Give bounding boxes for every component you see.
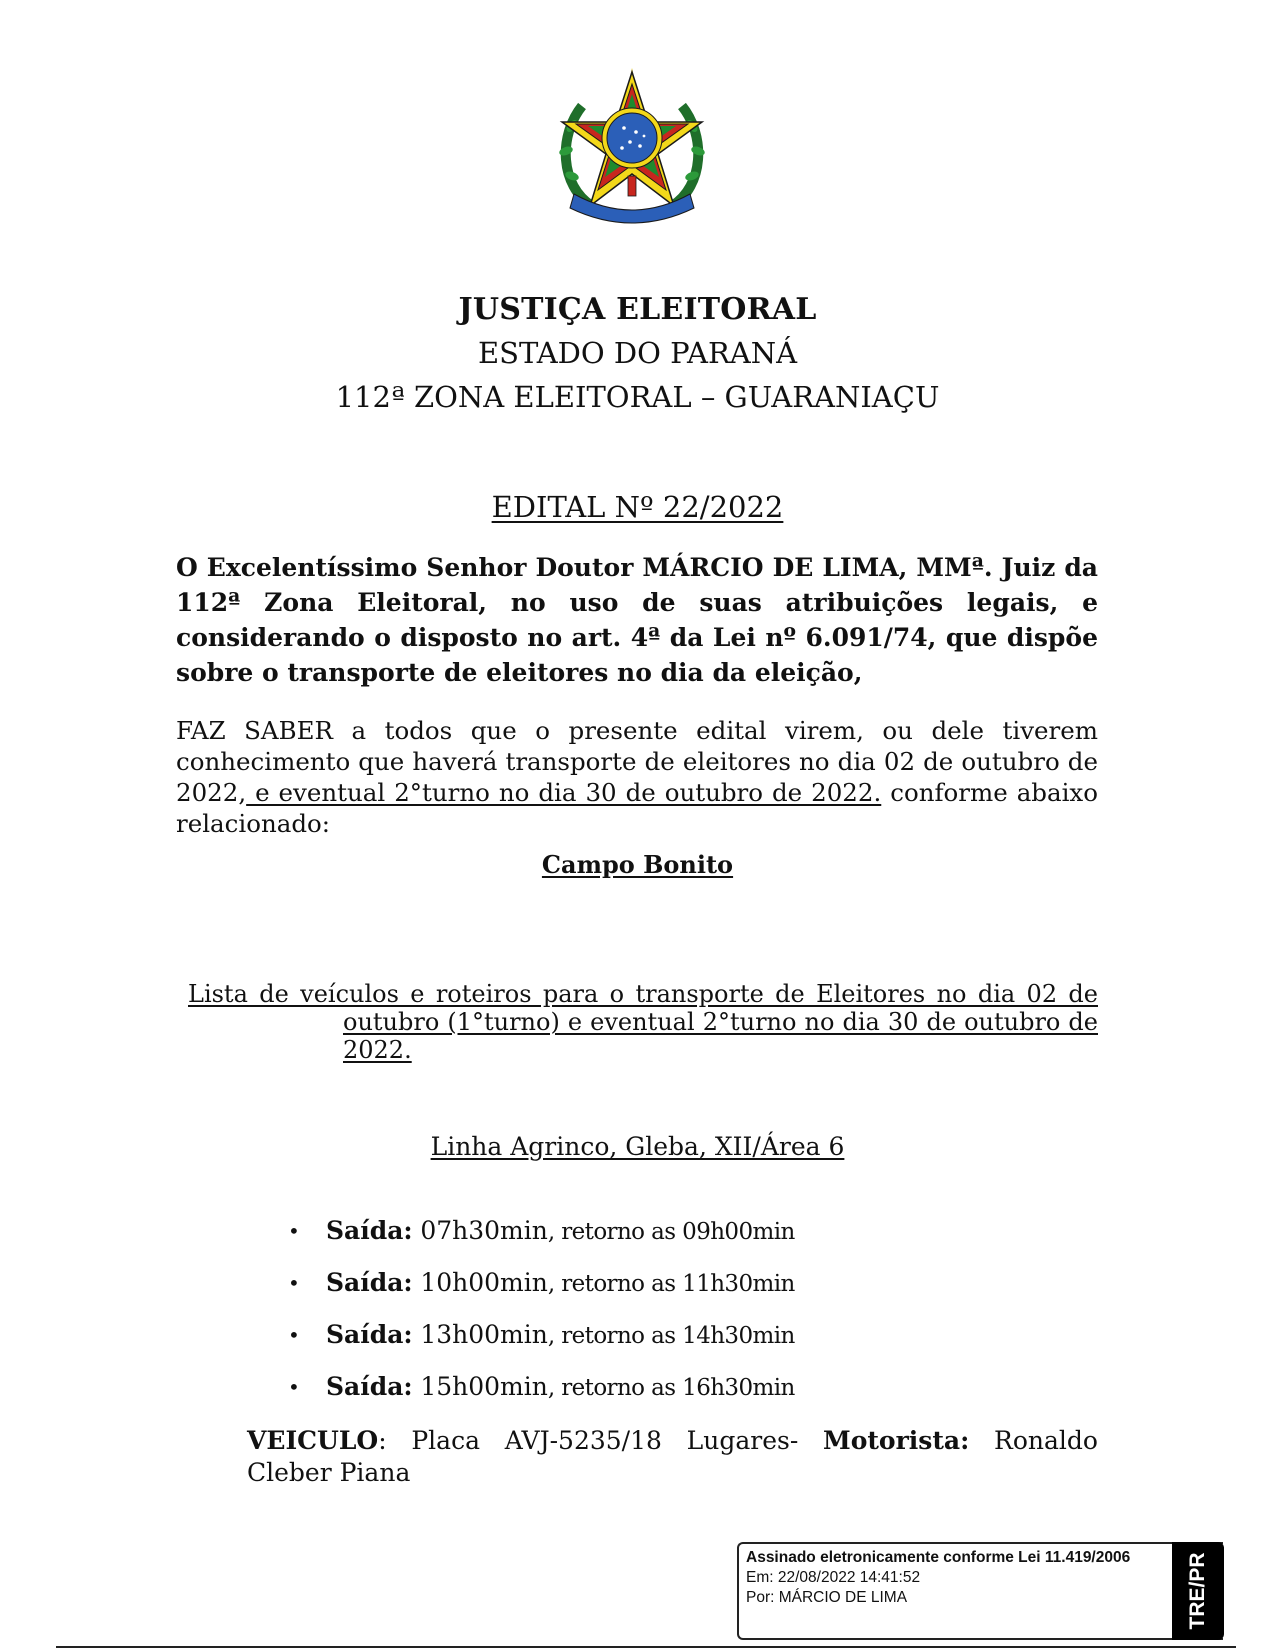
signature-tab [1172, 1542, 1224, 1640]
departure-label: Saída: [326, 1372, 413, 1401]
bullet-icon: • [288, 1219, 300, 1243]
schedule-list [280, 1213, 795, 1421]
faz-saber-text: FAZ SABER a todos que o presente edital virem, ou dele tiverem conhecimento que haverá transporte de eleitores no dia 02 de outubro de 2022, [176, 716, 1098, 807]
vehicle-plate: : Placa AVJ-5235/18 Lugares- [378, 1426, 824, 1455]
signature-tab-label: TRE/PR [1186, 1552, 1209, 1630]
municipality-heading: Campo Bonito [541, 850, 734, 879]
driver-label: Motorista: [823, 1426, 970, 1455]
bullet-icon: • [288, 1271, 300, 1295]
departure-time: 07h30min [420, 1216, 548, 1245]
list-item [280, 1317, 795, 1369]
vehicle-info [247, 1425, 1098, 1489]
electoral-zone: 112ª ZONA ELEITORAL – GUARANIAÇU [335, 380, 940, 414]
intro-paragraph: O Excelentíssimo Senhor Doutor MÁRCIO DE LIMA, MMª. Juiz da 112ª Zona Eleitoral, no uso de suas atribuições legais, e considerando o disposto no art. 4ª da Lei nº 6.091/74, que dispõe sobre o transporte de eleitores no dia da eleição, [176, 553, 1098, 687]
list-item [280, 1265, 795, 1317]
departure-time: 13h00min [420, 1320, 548, 1349]
signature-law: Assinado eletronicamente conforme Lei 11.419/2006 [746, 1549, 1131, 1566]
faz-saber-second-turn: e eventual 2°turno no dia 30 de outubro de 2022. [246, 778, 882, 807]
driver-name: Ronaldo Cleber Piana [247, 1426, 1098, 1487]
return-time: , retorno as 11h30min [547, 1271, 795, 1297]
list-item [280, 1213, 795, 1265]
faz-saber-paragraph [176, 715, 1098, 839]
list-item [280, 1369, 795, 1421]
state-name: ESTADO DO PARANÁ [477, 336, 798, 370]
coat-of-arms-icon [552, 66, 712, 226]
departure-label: Saída: [326, 1268, 413, 1297]
edital-number: EDITAL Nº 22/2022 [491, 490, 784, 524]
bullet-icon: • [288, 1375, 300, 1399]
departure-label: Saída: [326, 1320, 413, 1349]
vehicle-label: VEICULO [247, 1426, 379, 1455]
signature-signer: Por: MÁRCIO DE LIMA [746, 1589, 908, 1606]
vehicle-list-heading-text: Lista de veículos e roteiros para o transporte de Eleitores no dia 02 de outubro (1°turno) e eventual 2°turno no dia 30 de outubro de 2022. [188, 980, 1098, 1064]
electronic-signature-box [737, 1542, 1223, 1640]
faz-saber-tail: conforme abaixo relacionado: [176, 778, 1098, 838]
departure-time: 10h00min [420, 1268, 548, 1297]
footer-divider [56, 1646, 1236, 1648]
return-time: , retorno as 09h00min [547, 1219, 795, 1245]
route-name: Linha Agrinco, Gleba, XII/Área 6 [430, 1132, 845, 1161]
signature-date: Em: 22/08/2022 14:41:52 [746, 1569, 921, 1586]
return-time: , retorno as 14h30min [547, 1323, 795, 1349]
bullet-icon: • [288, 1323, 300, 1347]
institution-title: JUSTIÇA ELEITORAL [458, 292, 817, 327]
vehicle-list-heading [188, 980, 1098, 1064]
return-time: , retorno as 16h30min [547, 1375, 795, 1401]
departure-label: Saída: [326, 1216, 413, 1245]
departure-time: 15h00min [420, 1372, 548, 1401]
